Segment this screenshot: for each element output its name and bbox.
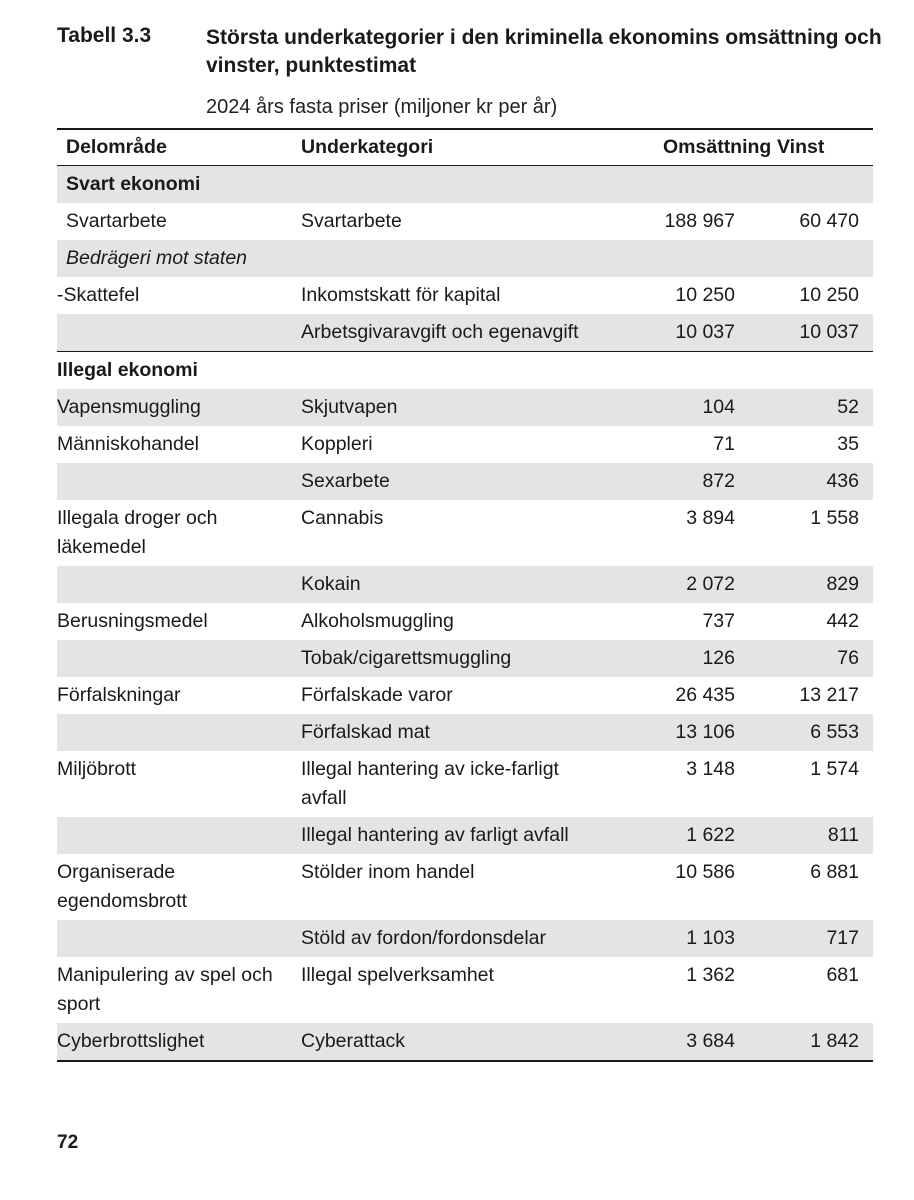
table-row bbox=[57, 463, 873, 500]
table-row bbox=[57, 751, 873, 817]
table-row bbox=[57, 277, 873, 314]
area-cell bbox=[57, 920, 301, 957]
area-cell: Berusningsmedel bbox=[57, 610, 208, 632]
subcategory-cell: Cyberattack bbox=[301, 1023, 607, 1061]
subcategory-cell: Alkoholsmuggling bbox=[301, 610, 454, 632]
profit-cell: 1 842 bbox=[735, 1023, 873, 1061]
header-row bbox=[57, 129, 873, 166]
profit-cell: 1 574 bbox=[810, 758, 859, 780]
area-cell: Svart ekonomi bbox=[57, 166, 301, 204]
turnover-cell: 737 bbox=[702, 610, 735, 632]
table-row bbox=[57, 817, 873, 854]
area-cell: Organiserade egendomsbrott bbox=[57, 861, 188, 912]
area-cell: Cyberbrottslighet bbox=[57, 1023, 301, 1061]
subcategory-cell bbox=[301, 352, 607, 390]
profit-cell: 10 250 bbox=[799, 284, 859, 306]
turnover-cell: 126 bbox=[607, 640, 735, 677]
turnover-cell: 1 362 bbox=[686, 964, 735, 986]
profit-cell: 681 bbox=[826, 964, 859, 986]
table-row bbox=[57, 677, 873, 714]
area-cell bbox=[57, 463, 301, 500]
subcategory-cell: Cannabis bbox=[301, 507, 384, 529]
section-row bbox=[57, 166, 873, 204]
area-cell: Illegala droger och läkemedel bbox=[57, 507, 218, 558]
area-cell bbox=[57, 566, 301, 603]
turnover-cell bbox=[607, 166, 735, 204]
area-cell bbox=[57, 817, 301, 854]
turnover-cell: 10 250 bbox=[675, 284, 735, 306]
profit-cell: 13 217 bbox=[799, 684, 859, 706]
area-cell: Illegal ekonomi bbox=[57, 352, 301, 390]
profit-cell: 10 037 bbox=[735, 314, 873, 352]
turnover-cell: 3 148 bbox=[686, 758, 735, 780]
area-cell: -Skattefel bbox=[57, 284, 140, 306]
area-cell: Svartarbete bbox=[66, 210, 167, 232]
profit-cell: 811 bbox=[735, 817, 873, 854]
profit-cell bbox=[735, 166, 873, 204]
subcategory-cell: Kokain bbox=[301, 566, 607, 603]
turnover-cell: 3 894 bbox=[686, 507, 735, 529]
profit-cell: 717 bbox=[735, 920, 873, 957]
subcategory-cell: Förfalskad mat bbox=[301, 714, 607, 751]
turnover-cell: 26 435 bbox=[675, 684, 735, 706]
subcategory-cell: Svartarbete bbox=[301, 210, 402, 232]
subcategory-cell: Illegal hantering av farligt avfall bbox=[301, 817, 607, 854]
area-cell: Bedrägeri mot staten bbox=[57, 240, 301, 277]
subcategory-cell: Stöld av fordon/fordonsdelar bbox=[301, 920, 607, 957]
subcategory-cell: Illegal spelverksamhet bbox=[301, 964, 494, 986]
subcategory-cell bbox=[301, 166, 607, 204]
turnover-cell: 188 967 bbox=[664, 210, 735, 232]
profit-cell: 52 bbox=[735, 389, 873, 426]
subcategory-cell: Koppleri bbox=[301, 433, 373, 455]
profit-cell: 76 bbox=[735, 640, 873, 677]
turnover-cell: 3 684 bbox=[607, 1023, 735, 1061]
section-row bbox=[57, 352, 873, 390]
turnover-cell: 872 bbox=[607, 463, 735, 500]
turnover-cell: 10 586 bbox=[675, 861, 735, 883]
profit-cell: 829 bbox=[735, 566, 873, 603]
turnover-cell: 13 106 bbox=[607, 714, 735, 751]
subcategory-cell: Förfalskade varor bbox=[301, 684, 453, 706]
table-row bbox=[57, 1023, 873, 1061]
table-row bbox=[57, 603, 873, 640]
subcategory-cell: Tobak/cigarettsmuggling bbox=[301, 640, 607, 677]
area-cell bbox=[57, 714, 301, 751]
table-row bbox=[57, 854, 873, 920]
turnover-cell: 1 622 bbox=[607, 817, 735, 854]
header-profit: Vinst bbox=[735, 129, 873, 166]
turnover-cell: 71 bbox=[713, 433, 735, 455]
table-row bbox=[57, 500, 873, 566]
header-turnover: Omsättning bbox=[607, 129, 735, 166]
profit-cell: 35 bbox=[837, 433, 859, 455]
data-table bbox=[57, 128, 873, 1062]
area-cell: Manipulering av spel och sport bbox=[57, 964, 273, 1015]
profit-cell: 1 558 bbox=[810, 507, 859, 529]
turnover-cell: 10 037 bbox=[607, 314, 735, 352]
table-title: Största underkategorier i den kriminella ekonomins omsättning och vinster, punktestimat bbox=[206, 26, 882, 77]
turnover-cell bbox=[607, 352, 735, 390]
area-cell: Miljöbrott bbox=[57, 758, 137, 780]
area-cell bbox=[57, 640, 301, 677]
table-subtitle: 2024 års fasta priser (miljoner kr per år) bbox=[206, 96, 558, 118]
table-label: Tabell 3.3 bbox=[57, 24, 152, 47]
header-subcategory: Underkategori bbox=[301, 129, 607, 166]
turnover-cell: 104 bbox=[607, 389, 735, 426]
table-row bbox=[57, 957, 873, 1023]
table-row bbox=[57, 426, 873, 463]
profit-cell: 6 553 bbox=[735, 714, 873, 751]
subcategory-cell: Arbetsgivaravgift och egenavgift bbox=[301, 314, 607, 352]
subcategory-cell: Skjutvapen bbox=[301, 389, 607, 426]
profit-cell bbox=[735, 352, 873, 390]
subcategory-cell: Illegal hantering av icke-farligt avfall bbox=[301, 758, 559, 809]
table-row bbox=[57, 389, 873, 426]
table-row bbox=[57, 240, 873, 277]
table-row bbox=[57, 566, 873, 603]
profit-cell bbox=[735, 240, 873, 277]
profit-cell: 60 470 bbox=[799, 210, 859, 232]
subcategory-cell bbox=[301, 240, 607, 277]
subcategory-cell: Sexarbete bbox=[301, 463, 607, 500]
turnover-cell: 2 072 bbox=[607, 566, 735, 603]
area-cell: Vapensmuggling bbox=[57, 389, 301, 426]
table-row bbox=[57, 714, 873, 751]
area-cell: Människohandel bbox=[57, 433, 200, 455]
turnover-cell: 1 103 bbox=[607, 920, 735, 957]
table-row bbox=[57, 640, 873, 677]
table-row bbox=[57, 920, 873, 957]
table-row bbox=[57, 203, 873, 240]
subcategory-cell: Stölder inom handel bbox=[301, 861, 475, 883]
profit-cell: 6 881 bbox=[810, 861, 859, 883]
profit-cell: 442 bbox=[826, 610, 859, 632]
header-area: Delområde bbox=[57, 129, 301, 166]
area-cell bbox=[57, 314, 301, 352]
table-row bbox=[57, 314, 873, 352]
profit-cell: 436 bbox=[735, 463, 873, 500]
subcategory-cell: Inkomstskatt för kapital bbox=[301, 284, 501, 306]
area-cell: Förfalskningar bbox=[57, 684, 181, 706]
turnover-cell bbox=[607, 240, 735, 277]
page-number: 72 bbox=[57, 1132, 79, 1153]
